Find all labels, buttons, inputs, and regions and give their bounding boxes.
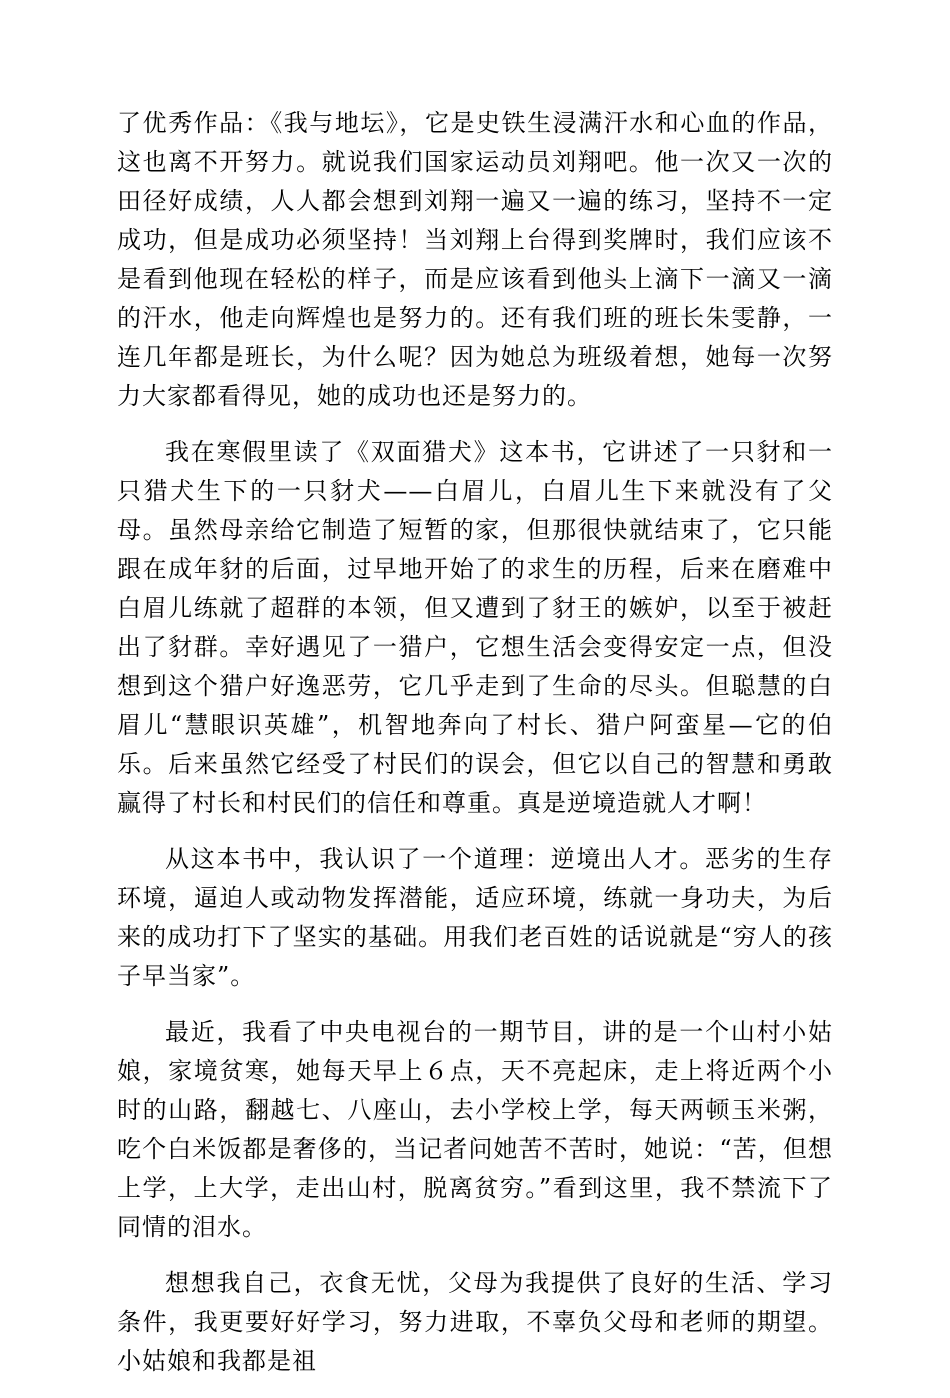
paragraph-tv-program: 最近，我看了中央电视台的一期节目，讲的是一个山村小姑娘，家境贫寒，她每天早上６点，天不亮起床，走上将近两个小时的山路，翻越七、八座山，去小学校上学，每天两顿玉米粥，吃个白米饭都是奢侈的，当记者问她苦不苦时，她说：“苦，但想上学，上大学，走出山村，脱离贫穷。”看到这里，我不禁流下了同情的泪水。 <box>117 1018 833 1241</box>
paragraph-reflection: 想想我自己，衣食无忧，父母为我提供了良好的生活、学习条件，我更要好好学习，努力进取，不辜负父母和老师的期望。小姑娘和我都是祖 <box>117 1269 833 1375</box>
paragraph-effort-examples: 了优秀作品：《我与地坛》，它是史铁生浸满汗水和心血的作品，这也离不开努力。就说我们国家运动员刘翔吧。他一次又一次的田径好成绩，人人都会想到刘翔一遍又一遍的练习，坚持不一定成功，但是成功必须坚持！当刘翔上台得到奖牌时，我们应该不是看到他现在轻松的样子，而是应该看到他头上滴下一滴又一滴的汗水，他走向辉煌也是努力的。还有我们班的班长朱雯静，一连几年都是班长，为什么呢？因为她总为班级着想，她每一次努力大家都看得见，她的成功也还是努力的。 <box>117 109 833 410</box>
paragraph-book-summary: 我在寒假里读了《双面猎犬》这本书，它讲述了一只豺和一只猎犬生下的一只豺犬——白眉儿，白眉儿生下来就没有了父母。虽然母亲给它制造了短暂的家，但那很快就结束了，它只能跟在成年豺的后面，过早地开始了的求生的历程，后来在磨难中白眉儿练就了超群的本领，但又遭到了豺王的嫉妒，以至于被赶出了豺群。幸好遇见了一猎户，它想生活会变得安定一点，但没想到这个猎户好逸恶劳，它几乎走到了生命的尽头。但聪慧的白眉儿“慧眼识英雄”，机智地奔向了村长、猎户阿蛮星—它的伯乐。后来虽然它经受了村民们的误会，但它以自己的智慧和勇敢赢得了村长和村民们的信任和尊重。真是逆境造就人才啊！ <box>117 438 833 817</box>
document-body <box>117 104 833 1398</box>
paragraph-lesson: 从这本书中，我认识了一个道理：逆境出人才。恶劣的生存环境，逼迫人或动物发挥潜能，适应环境，练就一身功夫，为后来的成功打下了坚实的基础。用我们老百姓的话说就是“穷人的孩子早当家”。 <box>117 845 833 990</box>
